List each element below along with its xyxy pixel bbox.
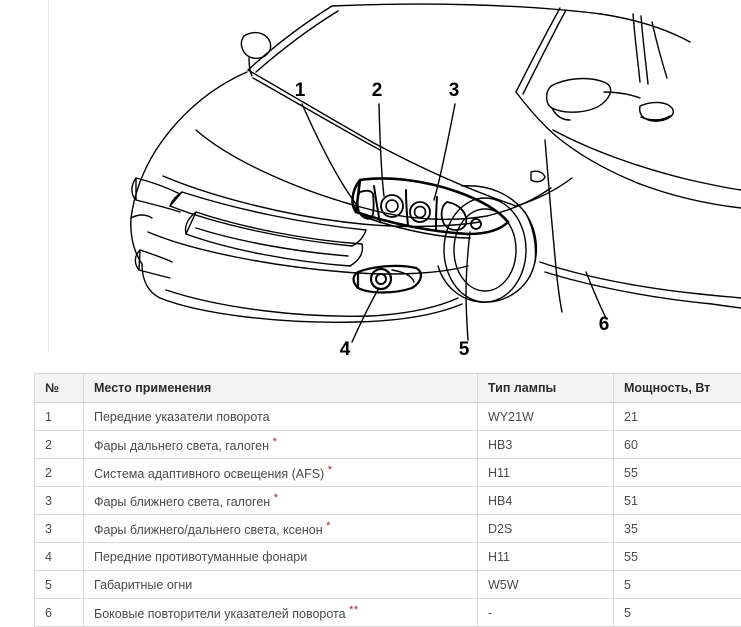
- cell-power: 55: [614, 543, 741, 571]
- column-header-number: №: [35, 374, 84, 403]
- cell-power: 35: [614, 515, 741, 543]
- car-body-outline: [131, 4, 741, 322]
- table-row: [35, 431, 741, 459]
- callout-number-5: 5: [458, 339, 470, 360]
- callout-number-2: 2: [371, 80, 383, 101]
- footnote-marker: **: [345, 603, 359, 616]
- table-row: [35, 571, 741, 599]
- footnote-marker: *: [324, 463, 333, 476]
- footnote-marker: *: [270, 491, 279, 504]
- cell-number: 3: [35, 487, 84, 515]
- bulb-specification-table-container: [34, 373, 722, 627]
- table-row: [35, 515, 741, 543]
- cell-place: Фары дальнего света, галоген *: [84, 431, 478, 459]
- cell-bulb-type: WY21W: [478, 403, 614, 431]
- leader-3: [434, 104, 455, 200]
- cell-number: 1: [35, 403, 84, 431]
- cell-number: 6: [35, 599, 84, 627]
- column-header-place: Место применения: [84, 374, 478, 403]
- column-header-type: Тип лампы: [478, 374, 614, 403]
- cell-number: 3: [35, 515, 84, 543]
- table-row: [35, 403, 741, 431]
- cell-number: 4: [35, 543, 84, 571]
- cell-bulb-type: H11: [478, 543, 614, 571]
- cell-number: 2: [35, 431, 84, 459]
- bulb-specification-table: [34, 373, 741, 627]
- cell-number: 2: [35, 459, 84, 487]
- cell-place: Фары ближнего света, галоген *: [84, 487, 478, 515]
- cell-place: Фары ближнего/дальнего света, ксенон *: [84, 515, 478, 543]
- cell-bulb-type: -: [478, 599, 614, 627]
- cell-place: Боковые повторители указателей поворота **: [84, 599, 478, 627]
- cell-bulb-type: HB3: [478, 431, 614, 459]
- callout-number-3: 3: [448, 80, 460, 101]
- cell-power: 60: [614, 431, 741, 459]
- cell-power: 55: [614, 459, 741, 487]
- cell-power: 5: [614, 571, 741, 599]
- table-row: [35, 543, 741, 571]
- column-header-power: Мощность, Вт: [614, 374, 741, 403]
- cell-bulb-type: W5W: [478, 571, 614, 599]
- cell-place: Передние указатели поворота: [84, 403, 478, 431]
- leader-1: [302, 104, 356, 204]
- footnote-marker: *: [269, 435, 278, 448]
- table-body: [35, 403, 741, 627]
- cell-bulb-type: HB4: [478, 487, 614, 515]
- cell-power: 51: [614, 487, 741, 515]
- cell-place: Габаритные огни: [84, 571, 478, 599]
- table-row: [35, 459, 741, 487]
- footnote-marker: *: [322, 519, 331, 532]
- cell-power: 5: [614, 599, 741, 627]
- callout-number-6: 6: [598, 314, 610, 335]
- cell-number: 5: [35, 571, 84, 599]
- cell-place: Передние противотуманные фонари: [84, 543, 478, 571]
- cell-bulb-type: D2S: [478, 515, 614, 543]
- table-row: [35, 487, 741, 515]
- cell-bulb-type: H11: [478, 459, 614, 487]
- cell-place: Система адаптивного освещения (AFS) *: [84, 459, 478, 487]
- callout-number-4: 4: [339, 339, 351, 360]
- table-header-row: [35, 374, 741, 403]
- table-row: [35, 599, 741, 627]
- callout-number-1: 1: [294, 80, 306, 101]
- cell-power: 21: [614, 403, 741, 431]
- table-header: [35, 374, 741, 403]
